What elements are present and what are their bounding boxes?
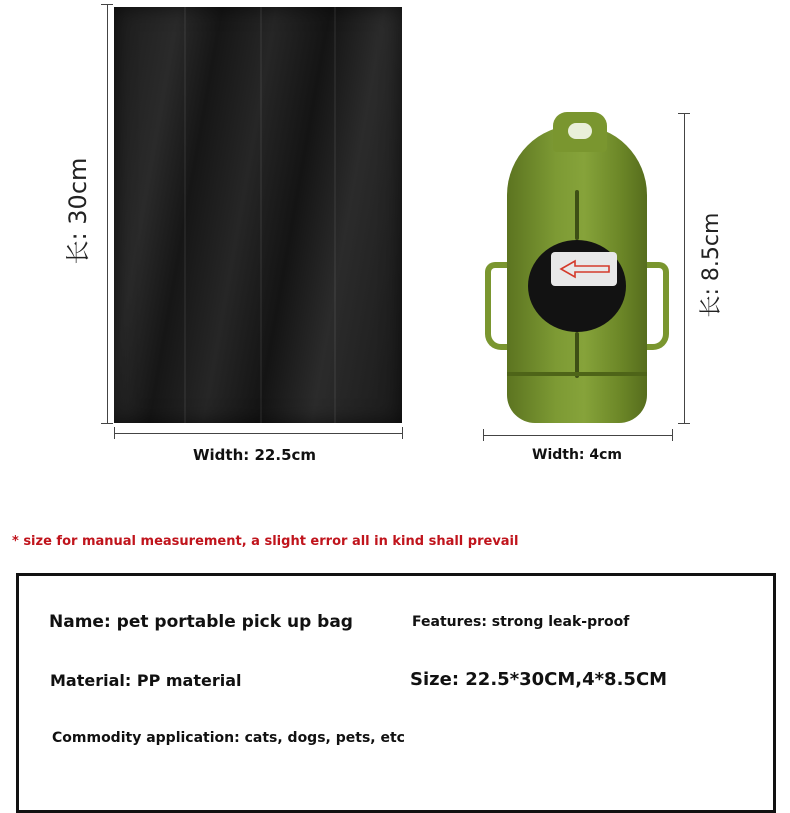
spec-material: Material: PP material [50,671,242,690]
dispenser-height-line [684,113,685,424]
bag-width-line [114,433,402,434]
black-pickup-bag-image [114,7,402,423]
bag-height-label: 长: 30cm [64,157,92,265]
dispenser-width-line [483,435,673,436]
bag-width-label: Width: 22.5cm [193,446,317,464]
dispenser-width-label: Width: 4cm [532,447,623,463]
measurement-disclaimer: * size for manual measurement, a slight error all in kind shall prevail [12,534,519,549]
bag-width-tick-left [114,427,115,439]
product-specs-box [16,573,776,813]
dispenser-height-tick-top [678,113,690,114]
spec-application: Commodity application: cats, dogs, pets, etc [52,730,405,746]
spec-features: Features: strong leak-proof [412,614,630,630]
spec-name: Name: pet portable pick up bag [49,612,353,632]
bag-height-line [107,4,108,424]
spec-size: Size: 22.5*30CM,4*8.5CM [410,669,668,690]
dispenser-height-tick-bottom [678,423,690,424]
bag-width-tick-right [402,427,403,439]
bag-height-tick-bottom [101,423,113,424]
bag-height-tick-top [101,4,113,5]
dispenser-height-label: 长: 8.5cm [699,212,724,318]
dispenser-width-tick-right [672,429,673,441]
arrow-left-icon [557,258,613,280]
dispenser-width-tick-left [483,429,484,441]
